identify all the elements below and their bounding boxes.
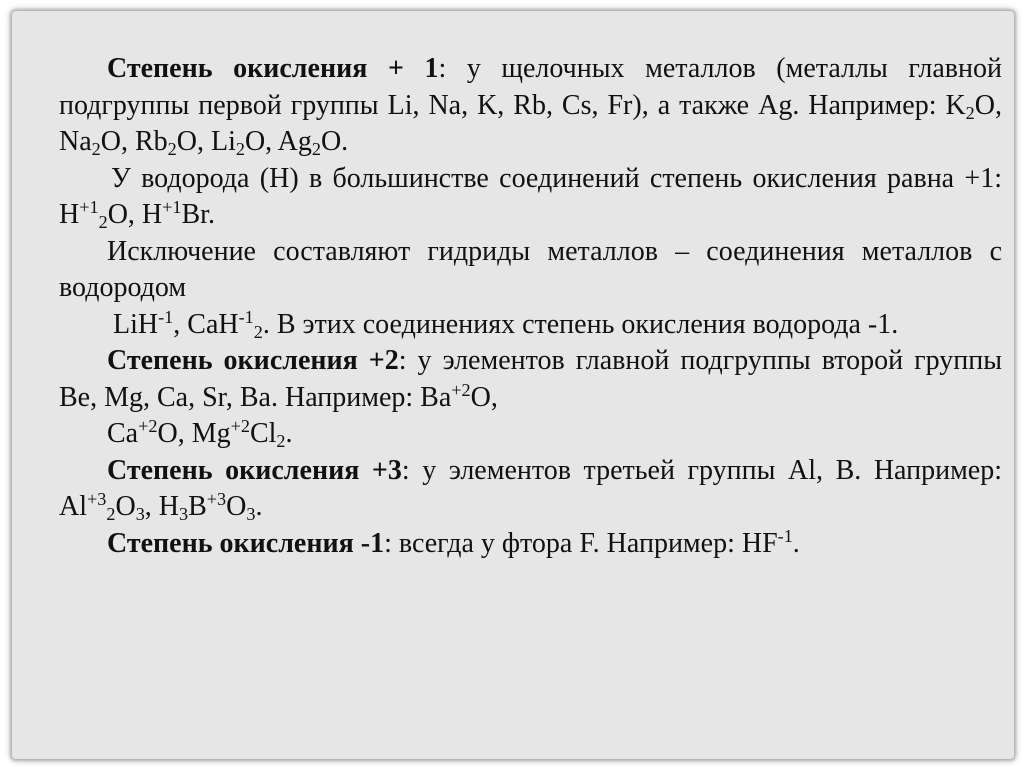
paragraph-oxidation-plus-3 [59,453,1002,526]
subscript: 2 [167,139,177,160]
superscript: +1 [79,197,99,217]
subscript: 2 [253,321,263,342]
text: O, Ag [244,126,312,157]
text: O, Mg [157,418,231,449]
text: , H [144,491,180,522]
text: . [255,491,263,522]
slide-panel [12,11,1014,759]
text: , CaH [173,308,239,340]
text: : у щелочных металлов (металлы главной подгруппы первой группы Li, Na, K, Rb, Cs, Fr), а также Ag. Например: K [59,53,1002,121]
subscript: 3 [179,504,189,525]
subscript: 2 [965,102,975,123]
subscript: 2 [235,139,245,160]
subscript: 3 [135,504,145,525]
subscript: 2 [98,212,108,233]
superscript: +3 [87,489,107,509]
paragraph-oxidation-plus-2-examples [59,416,1002,453]
text: Cl [249,418,277,449]
superscript: +3 [206,489,227,509]
subscript: 2 [91,139,101,160]
superscript: -1 [158,306,174,327]
superscript: +2 [230,416,250,436]
text: O, H [107,199,163,230]
text: : у элементов главной подгруппы второй группы Be, Mg, Ca, Sr, Ba. Например: Ba [59,345,1003,413]
heading-oxidation-plus-3: Степень окисления +3 [107,454,402,486]
text: O, Li [176,126,236,157]
paragraph-hydride-exception [59,234,1002,307]
superscript: +1 [162,197,182,217]
heading-oxidation-plus-2: Степень окисления +2 [107,345,399,376]
heading-oxidation-minus-1: Степень окисления -1 [107,527,385,559]
text: . [285,418,293,449]
paragraph-oxidation-minus-1 [59,526,1002,563]
text: O. [320,126,349,157]
superscript: +2 [138,416,158,436]
text: B [188,491,207,522]
text: : всегда у фтора F. Например: HF [384,527,778,559]
text: O [115,491,136,522]
text: LiH [113,308,159,340]
paragraph-oxidation-plus-2 [59,343,1002,416]
subscript: 3 [246,504,256,525]
text: Исключение составляют гидриды металлов – соединения металлов с водородом [59,235,1002,303]
text: : у элементов третьей группы Al, B. Например: Al [59,454,1002,522]
subscript: 2 [276,431,286,452]
paragraph-hydride-examples [59,307,1002,344]
superscript: -1 [238,306,254,327]
paragraph-hydrogen [59,161,1002,234]
text: . [792,527,800,559]
slide-content [59,51,1002,562]
heading-oxidation-plus-1: Степень окисления + 1 [107,53,439,84]
text: Br. [181,199,215,230]
subscript: 2 [106,504,116,525]
subscript: 2 [311,139,321,160]
text: O, [470,381,498,413]
superscript: +2 [451,379,471,400]
superscript: -1 [777,525,793,546]
paragraph-oxidation-plus-1 [59,51,1002,161]
text: O, Na [59,89,1002,157]
text: O [226,491,247,522]
text: . В этих соединениях степень окисления водорода -1. [262,308,899,340]
text: O, Rb [100,126,168,157]
text: Ca [107,418,139,449]
text: У водорода (H) в большинстве соединений степень окисления равна +1: H [59,162,1002,230]
